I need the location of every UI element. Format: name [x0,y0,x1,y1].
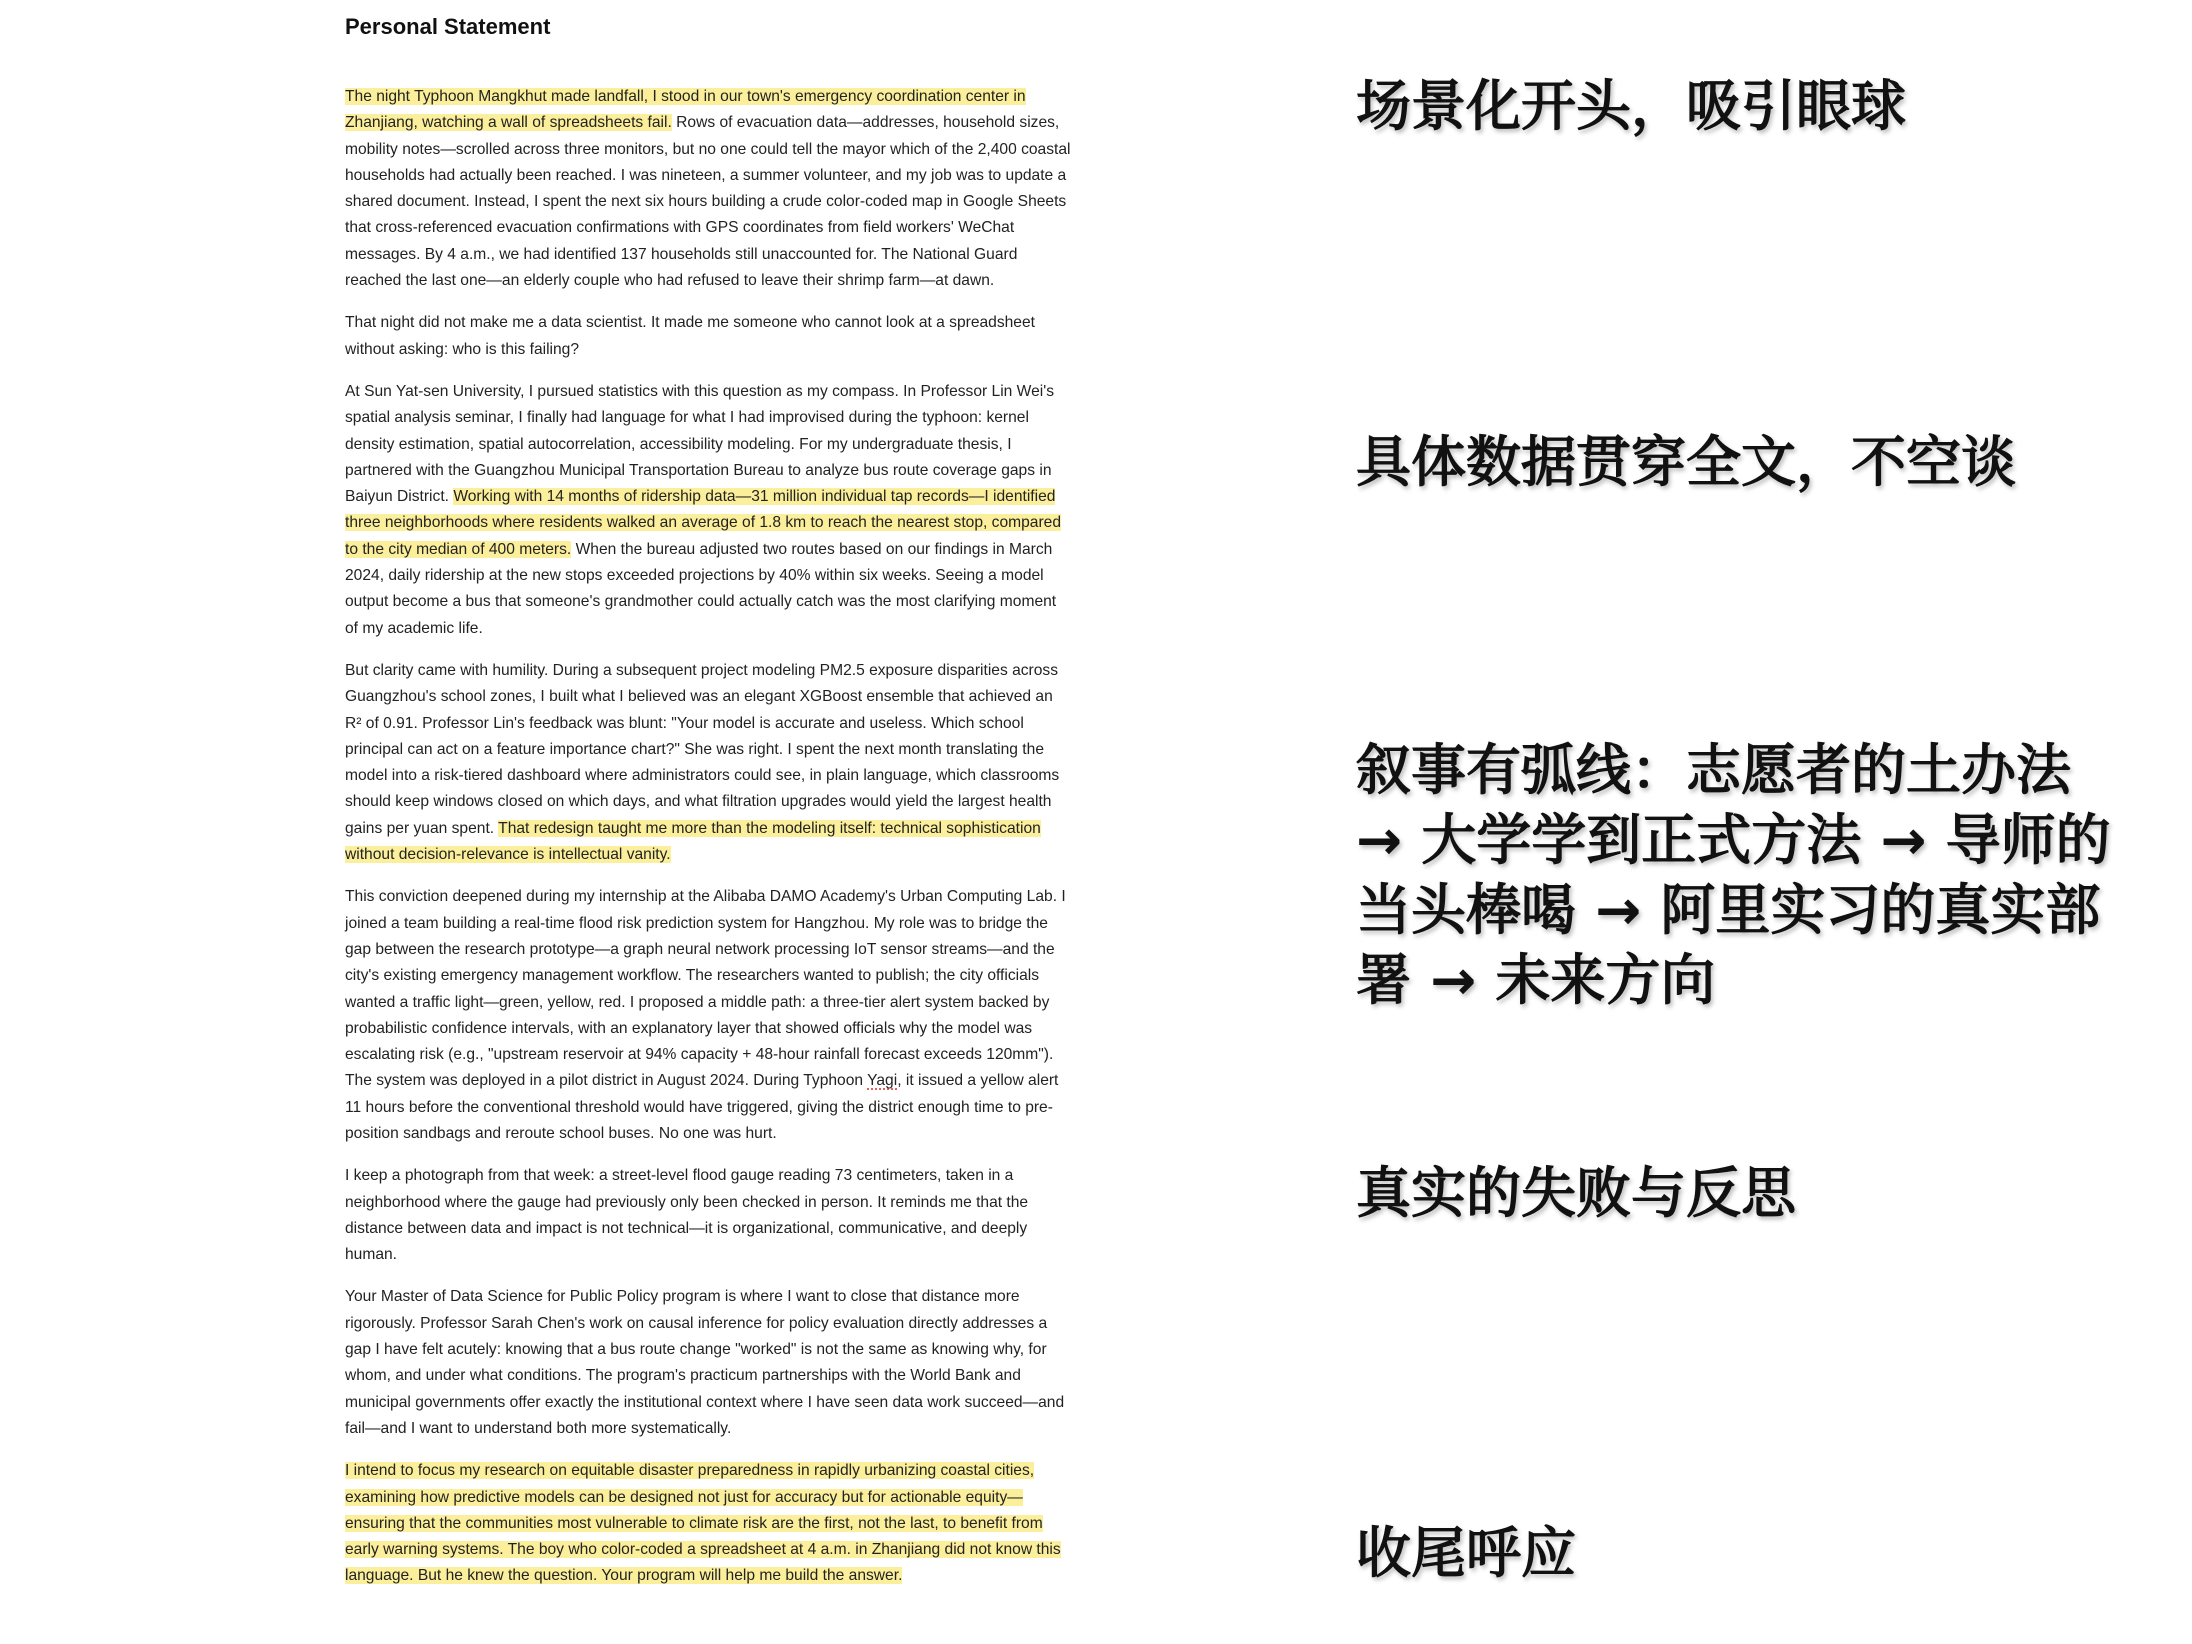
annotation-arc-line: 当头棒喝 → 阿里实习的真实部 [1356,878,2101,942]
highlighted-text: Working with 14 months of ridership data—31 million individual tap records—I identified three neighborhoods where residents walked an average of 1.8 km to reach the nearest stop, compared to the city median of 400 meters. [345,488,1062,558]
paragraph [345,379,1073,642]
document-body[interactable] [345,84,1073,1606]
paragraph [345,1284,1073,1442]
paragraph-text: This conviction deepened during my internship at the Alibaba DAMO Academy's Urban Computing Lab. I joined a team building a real-time flood risk prediction system for Hangzhou. My role was to bridge the gap between the research prototype—a graph neural network processing IoT sensor streams—and the city's existing emergency management workflow. The researchers wanted to publish; the city officials wanted a traffic light—green, yellow, red. I proposed a middle path: a three-tier alert system backed by probabilistic confidence intervals, with an explanatory layer that showed officials why the model was escalating risk (e.g., "upstream reservoir at 94% capacity + 48-hour rainfall forecast exceeds 120mm"). The system was deployed in a pilot district in August 2024. During Typhoon [345,888,1066,1090]
annotation-failure: 真实的失败与反思 [1356,1161,1797,1225]
paragraph-text: That night did not make me a data scientist. It made me someone who cannot look at a spreadsheet without asking: who is this failing? [345,314,1035,358]
paragraph [345,658,1073,868]
highlighted-text: The night Typhoon Mangkhut made landfall, I stood in our town's emergency coordination center in Zhanjiang, watching a wall of spreadsheets fail. [345,88,1026,132]
paragraph [345,1163,1073,1268]
paragraph-text: Your Master of Data Science for Public Policy program is where I want to close that distance more rigorously. Professor Sarah Chen's work on causal inference for policy evaluation directly addresses a gap I have felt acutely: knowing that a bus route change "worked" is not the same as knowing why, for whom, and under what conditions. The program's practicum partnerships with the World Bank and municipal governments offer exactly the institutional context where I have seen data work succeed—and fail—and I want to understand both more systematically. [345,1288,1065,1437]
annotation-opening: 场景化开头，吸引眼球 [1356,74,1907,138]
highlighted-text: I intend to focus my research on equitable disaster preparedness in rapidly urbanizing coastal cities, examining how predictive models can be designed not just for accuracy but for actionable equity—ensuring that the communities most vulnerable to climate risk are the first, not the last, to benefit from early warning systems. The boy who color-coded a spreadsheet at 4 a.m. in Zhanjiang did not know this language. But he knew the question. Your program will help me build the answer. [345,1462,1061,1585]
paragraph-text: When the bureau adjusted two routes based on our findings in March 2024, daily ridership at the new stops exceeded projections by 40% within six weeks. Seeing a model output become a bus that someone's grandmother could actually catch was the most clarifying moment of my academic life. [345,540,1057,637]
paragraph-text: But clarity came with humility. During a subsequent project modeling PM2.5 exposure disparities across Guangzhou's school zones, I built what I believed was an elegant XGBoost ensemble that achieved an R² of 0.91. Professor Lin's feedback was blunt: "Your model is accurate and useless. Which school principal can act on a feature importance chart?" She was right. I spent the next month translating the model into a risk-tiered dashboard where administrators could see, in plain language, which classrooms should keep windows closed on which days, and what filtration upgrades would yield the largest health gains per yuan spent. [345,661,1060,837]
page-title: Personal Statement [345,14,551,39]
annotation-arc-line: → 大学学到正式方法 → 导师的 [1356,808,2111,872]
paragraph-text: I keep a photograph from that week: a street-level flood gauge reading 73 centimeters, taken in a neighborhood where the gauge had previously only been checked in person. It reminds me that the distance between data and impact is not technical—it is organizational, communicative, and deeply human. [345,1167,1029,1264]
spellcheck-word[interactable]: Yagi [867,1072,898,1090]
highlighted-text: That redesign taught me more than the modeling itself: technical sophistication without decision-relevance is intellectual vanity. [345,819,1041,864]
annotation-ending: 收尾呼应 [1356,1521,1577,1585]
annotation-data: 具体数据贯穿全文，不空谈 [1356,430,2017,494]
paragraph-opening [345,84,1073,294]
paragraph [345,884,1073,1147]
annotation-arc-line: 署 → 未来方向 [1356,948,1716,1012]
annotation-arc [1356,735,2111,1015]
paragraph-text: At Sun Yat-sen University, I pursued statistics with this question as my compass. In Professor Lin Wei's spatial analysis seminar, I finally had language for what I had improvised during the typhoon: kernel density estimation, spatial autocorrelation, accessibility modeling. For my undergraduate thesis, I partnered with the Guangzhou Municipal Transportation Bureau to analyze bus route coverage gaps in Baiyun District. [345,382,1055,506]
paragraph-text: , it issued a yellow alert 11 hours before the conventional threshold would have triggered, giving the district enough time to pre-position sandbags and reroute school buses. No one was hurt. [345,1072,1059,1142]
paragraph-closing [345,1458,1073,1589]
paragraph-text: Rows of evacuation data—addresses, household sizes, mobility notes—scrolled across three monitors, but no one could tell the mayor which of the 2,400 coastal households had actually been reached. I was nineteen, a summer volunteer, and my job was to update a shared document. Instead, I spent the next six hours building a crude color-coded map in Google Sheets that cross-referenced evacuation confirmations with GPS coordinates from field workers' WeChat messages. By 4 a.m., we had identified 137 households still unaccounted for. The National Guard reached the last one—an elderly couple who had refused to leave their shrimp farm—at dawn. [345,114,1071,290]
paragraph [345,310,1073,363]
annotation-arc-line: 叙事有弧线：志愿者的土办法 [1356,738,2072,802]
